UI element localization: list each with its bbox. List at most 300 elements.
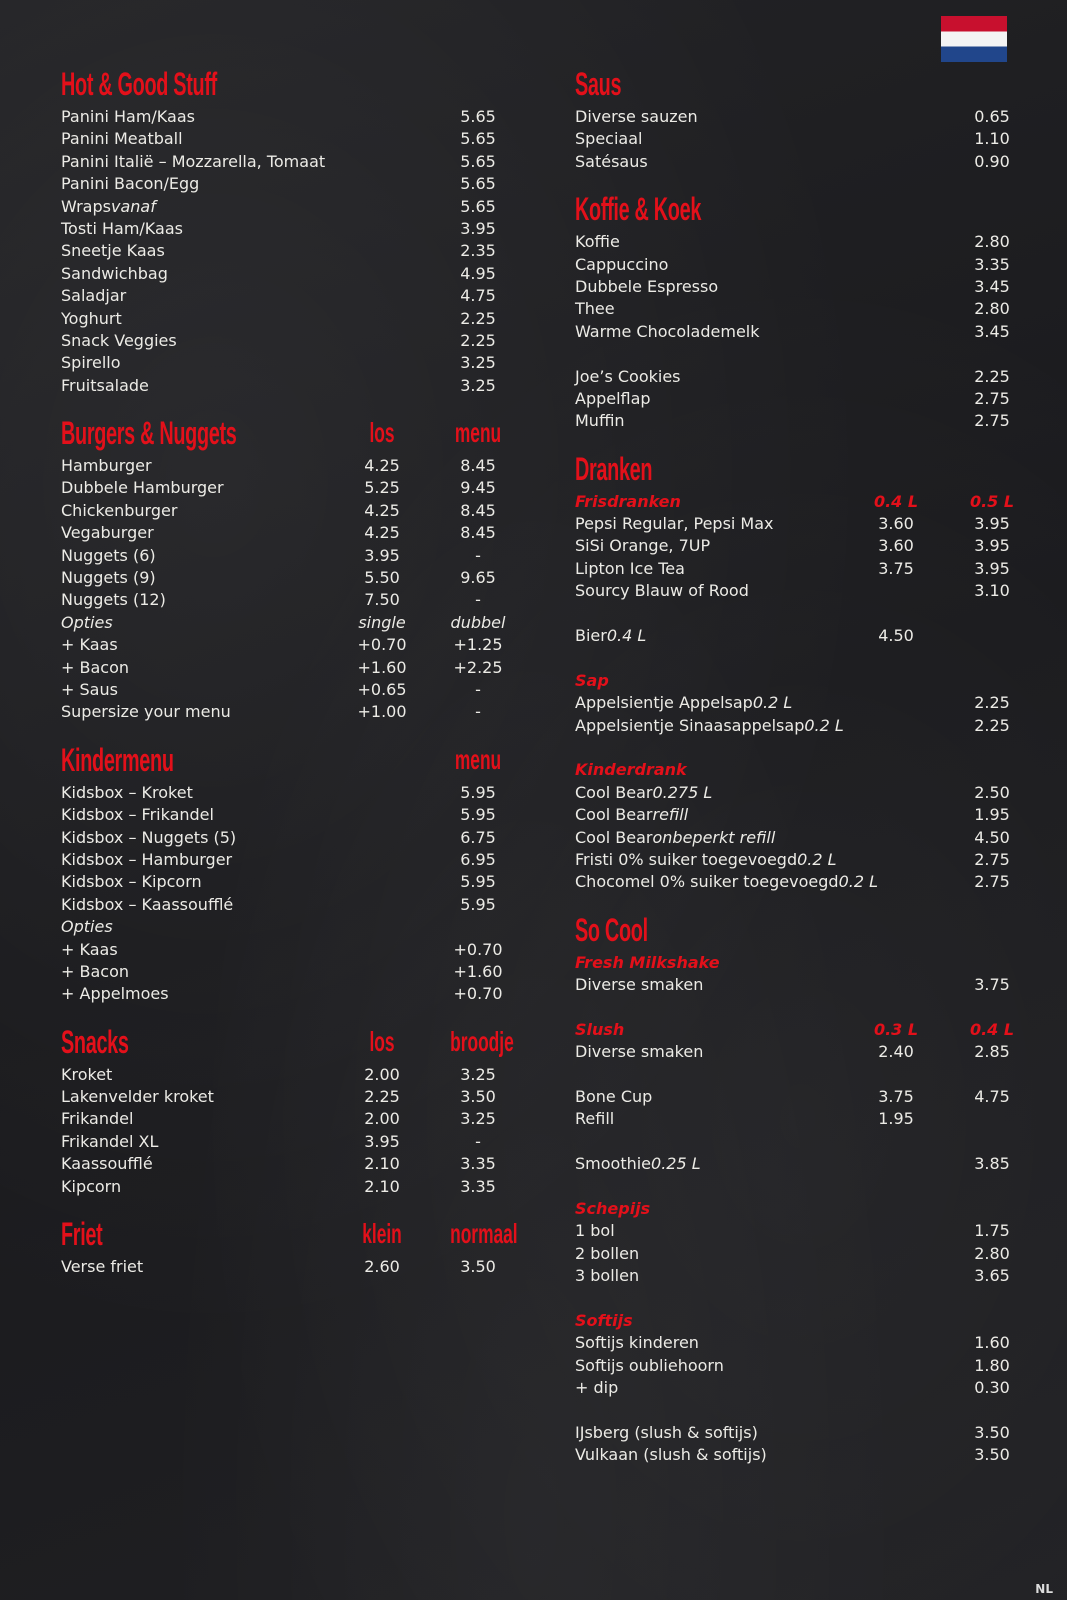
subheading: Fresh Milkshake bbox=[575, 952, 720, 972]
price-b: 6.75 bbox=[460, 827, 496, 847]
menu-item-row bbox=[61, 701, 501, 723]
section-title: Friet bbox=[61, 1216, 103, 1253]
price-b: 5.65 bbox=[460, 107, 496, 126]
item-name: Dubbele Espresso bbox=[575, 276, 719, 296]
price-b: 3.95 bbox=[974, 558, 1010, 578]
price-a: 2.40 bbox=[878, 1042, 914, 1062]
item-note: 0.4 L bbox=[606, 626, 647, 646]
menu-item-row bbox=[575, 1332, 1015, 1354]
subheading: Softijs bbox=[575, 1310, 633, 1330]
section-header bbox=[61, 411, 501, 455]
price-b: 0.4 L bbox=[969, 1019, 1015, 1039]
item-name: Kaassoufflé bbox=[61, 1154, 153, 1174]
menu-item-row bbox=[61, 849, 501, 871]
spacer bbox=[575, 1288, 1015, 1310]
menu-item-row bbox=[575, 388, 1015, 410]
menu-item-row bbox=[575, 321, 1015, 343]
item-name: Yoghurt bbox=[61, 308, 122, 328]
item-name: 1 bol bbox=[575, 1221, 615, 1241]
item-name: Fristi 0% suiker toegevoegd bbox=[575, 849, 798, 869]
menu-item-row bbox=[575, 1355, 1015, 1377]
price-b: - bbox=[475, 545, 481, 565]
price-a: 3.60 bbox=[878, 536, 914, 556]
item-name: Chickenburger bbox=[61, 500, 178, 520]
item-name: Nuggets (12) bbox=[61, 590, 166, 610]
subheading: Kinderdrank bbox=[575, 760, 687, 780]
section-header bbox=[575, 447, 1015, 491]
section-saus bbox=[575, 62, 1015, 173]
menu-item-row bbox=[575, 1243, 1015, 1265]
menu-item-row bbox=[575, 1265, 1015, 1287]
menu-item-row bbox=[61, 679, 501, 701]
price-a: 1.95 bbox=[878, 1109, 914, 1129]
price-b: 3.95 bbox=[460, 218, 496, 238]
price-b: 0.65 bbox=[974, 107, 1010, 126]
price-b: 2.25 bbox=[460, 330, 496, 350]
item-name: Thee bbox=[575, 299, 615, 319]
price-b: 2.85 bbox=[974, 1042, 1010, 1062]
menu-item-row bbox=[575, 1377, 1015, 1399]
column-header-b: menu bbox=[454, 417, 502, 449]
menu-item-row bbox=[575, 871, 1015, 893]
price-b: 3.50 bbox=[460, 1087, 496, 1107]
item-note: vanaf bbox=[110, 196, 156, 216]
price-a: 3.95 bbox=[364, 545, 400, 565]
spacer bbox=[575, 1064, 1015, 1086]
item-name: Cappuccino bbox=[575, 254, 669, 274]
price-a: +1.00 bbox=[357, 702, 407, 722]
item-name: Hamburger bbox=[61, 456, 152, 476]
item-name: + Bacon bbox=[61, 961, 129, 981]
item-name: Frikandel bbox=[61, 1109, 134, 1129]
item-name: Tosti Ham/Kaas bbox=[61, 218, 183, 238]
price-b: 3.35 bbox=[460, 1154, 496, 1174]
item-name: Pepsi Regular, Pepsi Max bbox=[575, 514, 774, 534]
item-name: Nuggets (6) bbox=[61, 545, 156, 565]
price-b: 3.10 bbox=[974, 581, 1010, 601]
item-name: Sneetje Kaas bbox=[61, 241, 165, 261]
item-note: Opties bbox=[61, 612, 113, 632]
price-a: single bbox=[358, 612, 406, 632]
spacer bbox=[575, 1131, 1015, 1153]
price-b: 3.25 bbox=[460, 353, 496, 373]
price-b: 1.80 bbox=[974, 1355, 1010, 1375]
spacer bbox=[575, 647, 1015, 669]
item-name: + dip bbox=[575, 1378, 619, 1398]
menu-item-row bbox=[61, 871, 501, 893]
price-b: 3.25 bbox=[460, 1109, 496, 1129]
menu-item-row bbox=[575, 558, 1015, 580]
section-snacks bbox=[61, 1020, 514, 1198]
price-b: 5.65 bbox=[460, 129, 496, 149]
menu-item-row bbox=[575, 1086, 1015, 1108]
price-b: 5.95 bbox=[460, 805, 496, 825]
menu-item-row bbox=[61, 782, 501, 804]
menu-item-row bbox=[61, 477, 501, 499]
menu-item-row bbox=[575, 625, 1015, 647]
item-name: Kroket bbox=[61, 1064, 113, 1084]
menu-item-row bbox=[575, 366, 1015, 388]
item-name: Bone Cup bbox=[575, 1087, 653, 1107]
subheading-row bbox=[575, 670, 1015, 692]
price-b: 5.95 bbox=[460, 894, 496, 914]
column-header-a: los bbox=[369, 417, 395, 449]
price-b: 5.95 bbox=[460, 782, 496, 802]
price-b: 3.45 bbox=[974, 321, 1010, 341]
price-a: 2.25 bbox=[364, 1087, 400, 1107]
menu-item-row bbox=[575, 128, 1015, 150]
item-name: Dubbele Hamburger bbox=[61, 478, 224, 498]
item-name: Spirello bbox=[61, 353, 121, 373]
price-b: 0.90 bbox=[974, 151, 1010, 171]
menu-item-row bbox=[61, 240, 501, 262]
price-b: 9.45 bbox=[460, 478, 496, 498]
section-title: Snacks bbox=[61, 1023, 129, 1060]
section-title: Burgers & Nuggets bbox=[61, 415, 237, 452]
price-b: 2.75 bbox=[974, 872, 1010, 892]
price-a: 3.95 bbox=[364, 1131, 400, 1151]
menu-item-row bbox=[61, 263, 501, 285]
spacer bbox=[575, 343, 1015, 365]
section-header bbox=[61, 738, 501, 782]
menu-item-row bbox=[575, 106, 1015, 128]
menu-item-row bbox=[61, 455, 501, 477]
price-a: 4.25 bbox=[364, 523, 400, 543]
price-b: 1.75 bbox=[974, 1221, 1010, 1241]
item-name: Cool Bear bbox=[575, 805, 653, 825]
item-name: Panini Meatball bbox=[61, 129, 183, 149]
subheading-row bbox=[575, 759, 1015, 781]
item-name: Wraps bbox=[61, 196, 111, 216]
item-name: Diverse smaken bbox=[575, 1042, 704, 1062]
menu-item-row bbox=[61, 589, 501, 611]
price-b: 2.80 bbox=[974, 232, 1010, 252]
item-name: Panini Ham/Kaas bbox=[61, 107, 195, 126]
item-note: 0.2 L bbox=[838, 872, 879, 892]
item-name: Softijs kinderen bbox=[575, 1333, 699, 1353]
price-b: 5.65 bbox=[460, 151, 496, 171]
item-name: Supersize your menu bbox=[61, 702, 231, 722]
item-name: Diverse sauzen bbox=[575, 107, 698, 126]
price-b: 3.95 bbox=[974, 514, 1010, 534]
price-b: 2.35 bbox=[460, 241, 496, 261]
menu-item-row bbox=[61, 612, 506, 634]
spacer bbox=[575, 737, 1015, 759]
price-a: 3.60 bbox=[878, 514, 914, 534]
price-b: 1.60 bbox=[974, 1333, 1010, 1353]
menu-item-row bbox=[575, 1153, 1015, 1175]
price-a: 3.75 bbox=[878, 558, 914, 578]
subheading: Slush bbox=[575, 1019, 625, 1039]
menu-item-row bbox=[575, 849, 1015, 871]
price-b: 8.45 bbox=[460, 523, 496, 543]
subheading-row bbox=[575, 1310, 1015, 1332]
menu-item-row bbox=[575, 692, 1015, 714]
menu-item-row bbox=[61, 567, 501, 589]
item-name: Snack Veggies bbox=[61, 330, 177, 350]
menu-item-row bbox=[61, 1153, 501, 1175]
section-title: Hot & Good Stuff bbox=[61, 66, 217, 102]
item-name: Speciaal bbox=[575, 129, 643, 149]
item-name: Vulkaan (slush & softijs) bbox=[575, 1445, 767, 1465]
language-label: NL bbox=[1035, 1582, 1053, 1596]
subheading: Sap bbox=[575, 670, 609, 690]
price-b: 3.75 bbox=[974, 975, 1010, 995]
price-b: 3.25 bbox=[460, 375, 496, 395]
price-b: 3.50 bbox=[460, 1257, 496, 1277]
menu-item-row bbox=[575, 513, 1015, 535]
price-a: 4.25 bbox=[364, 456, 400, 476]
menu-item-row bbox=[575, 151, 1015, 173]
price-a: 4.25 bbox=[364, 500, 400, 520]
item-name: 2 bollen bbox=[575, 1243, 640, 1263]
price-b: +0.70 bbox=[453, 984, 503, 1004]
price-b: 4.75 bbox=[974, 1087, 1010, 1107]
price-a: 2.10 bbox=[364, 1176, 400, 1196]
price-b: 2.80 bbox=[974, 1243, 1010, 1263]
item-name: Koffie bbox=[575, 232, 620, 252]
item-name: Kidsbox – Kipcorn bbox=[61, 872, 202, 892]
price-a: +1.60 bbox=[357, 657, 407, 677]
price-b: 3.25 bbox=[460, 1064, 496, 1084]
item-name: + Kaas bbox=[61, 635, 118, 655]
subheading-row bbox=[575, 491, 1015, 513]
price-b: 4.50 bbox=[974, 827, 1010, 847]
price-b: 4.95 bbox=[460, 263, 496, 283]
item-name: Joe’s Cookies bbox=[575, 366, 681, 386]
price-b: 5.65 bbox=[460, 196, 496, 216]
menu-item-row bbox=[61, 983, 501, 1005]
item-name: Softijs oubliehoorn bbox=[575, 1355, 724, 1375]
item-name: Cool Bear bbox=[575, 782, 653, 802]
price-a: 5.50 bbox=[364, 568, 400, 588]
section-title: Kindermenu bbox=[61, 741, 174, 778]
price-a: 2.10 bbox=[364, 1154, 400, 1174]
price-b: - bbox=[475, 679, 481, 699]
price-b: 3.35 bbox=[460, 1176, 496, 1196]
item-name: Kidsbox – Nuggets (5) bbox=[61, 827, 237, 847]
item-name: Kidsbox – Kroket bbox=[61, 782, 193, 802]
menu-item-row bbox=[61, 308, 501, 330]
menu-item-row bbox=[61, 106, 501, 128]
item-name: 3 bollen bbox=[575, 1266, 640, 1286]
item-name: Appelflap bbox=[575, 388, 651, 408]
section-header bbox=[61, 1020, 514, 1064]
menu-item-row bbox=[61, 151, 501, 173]
menu-item-row bbox=[575, 1444, 1015, 1466]
item-name: Refill bbox=[575, 1109, 615, 1129]
section-header bbox=[575, 908, 1015, 952]
menu-item-row bbox=[575, 1041, 1015, 1063]
spacer bbox=[575, 997, 1015, 1019]
price-a: 5.25 bbox=[364, 478, 400, 498]
item-name: Panini Bacon/Egg bbox=[61, 174, 200, 194]
menu-item-row bbox=[575, 580, 1015, 602]
section-title: Koffie & Koek bbox=[575, 191, 702, 228]
item-name: Saladjar bbox=[61, 286, 127, 306]
menu-item-row bbox=[575, 804, 1015, 826]
menu-item-row bbox=[575, 276, 1015, 298]
subheading-row bbox=[575, 1019, 1015, 1041]
section-header bbox=[61, 1212, 518, 1256]
price-b: 1.95 bbox=[974, 805, 1010, 825]
price-a: +0.70 bbox=[357, 635, 407, 655]
item-name: Kidsbox – Kaassoufflé bbox=[61, 894, 234, 914]
item-name: Sandwichbag bbox=[61, 263, 168, 283]
item-name: Sourcy Blauw of Rood bbox=[575, 581, 749, 601]
price-a: 7.50 bbox=[364, 590, 400, 610]
item-note: 0.2 L bbox=[752, 693, 793, 713]
section-header bbox=[61, 62, 501, 106]
column-header-b: normaal bbox=[450, 1218, 518, 1250]
price-b: 5.65 bbox=[460, 174, 496, 194]
price-b: - bbox=[475, 590, 481, 610]
item-name: Lakenvelder kroket bbox=[61, 1087, 214, 1107]
price-a: +0.65 bbox=[357, 679, 407, 699]
menu-item-row bbox=[575, 535, 1015, 557]
price-b: 0.5 L bbox=[969, 491, 1015, 511]
menu-item-row bbox=[61, 1108, 501, 1130]
item-note: 0.2 L bbox=[804, 715, 844, 735]
spacer bbox=[575, 603, 1015, 625]
subheading-row bbox=[575, 1198, 1015, 1220]
price-b: 5.95 bbox=[460, 872, 496, 892]
item-name: + Bacon bbox=[61, 657, 129, 677]
column-header-a: los bbox=[369, 1025, 395, 1057]
item-name: IJsberg (slush & softijs) bbox=[575, 1422, 758, 1442]
price-b: - bbox=[475, 1131, 481, 1151]
menu-item-row bbox=[575, 298, 1015, 320]
section-hot-good-stuff bbox=[61, 62, 501, 397]
price-b: 2.25 bbox=[974, 366, 1010, 386]
item-name: Muffin bbox=[575, 411, 625, 431]
price-b: +2.25 bbox=[453, 657, 503, 677]
menu-item-row bbox=[61, 545, 501, 567]
menu-item-row bbox=[575, 715, 1015, 737]
price-b: 2.75 bbox=[974, 388, 1010, 408]
item-name: Appelsientje Sinaasappelsap bbox=[575, 715, 805, 735]
menu-column-right bbox=[575, 62, 1015, 1481]
menu-item-row bbox=[61, 285, 501, 307]
price-a: 3.75 bbox=[878, 1087, 914, 1107]
section-so-cool bbox=[575, 908, 1015, 1467]
item-name: Smoothie bbox=[575, 1154, 652, 1174]
price-b: 9.65 bbox=[460, 568, 496, 588]
menu-item-row bbox=[61, 657, 501, 679]
menu-item-row bbox=[61, 330, 501, 352]
item-name: + Saus bbox=[61, 679, 118, 699]
menu-item-row bbox=[61, 961, 501, 983]
menu-item-row bbox=[575, 1422, 1015, 1444]
price-b: 3.35 bbox=[974, 254, 1010, 274]
price-b: 0.30 bbox=[974, 1378, 1010, 1398]
item-name: Diverse smaken bbox=[575, 975, 704, 995]
section-burgers-nuggets bbox=[61, 411, 506, 724]
price-b: 8.45 bbox=[460, 500, 496, 520]
item-note: refill bbox=[652, 805, 689, 825]
item-name: SiSi Orange, 7UP bbox=[575, 536, 711, 556]
column-header-b: menu bbox=[454, 743, 502, 775]
price-a: 2.00 bbox=[364, 1064, 400, 1084]
menu-item-row bbox=[61, 128, 501, 150]
column-header-a: klein bbox=[362, 1218, 402, 1250]
price-b: 2.50 bbox=[974, 782, 1010, 802]
item-note: 0.25 L bbox=[651, 1154, 701, 1174]
price-b: 3.85 bbox=[974, 1154, 1010, 1174]
menu-item-row bbox=[575, 782, 1015, 804]
section-friet bbox=[61, 1212, 518, 1278]
item-note: Opties bbox=[61, 917, 113, 937]
subheading-row bbox=[575, 952, 1015, 974]
price-a: 0.4 L bbox=[873, 491, 919, 511]
item-name: Appelsientje Appelsap bbox=[575, 693, 753, 713]
price-b: 3.50 bbox=[974, 1445, 1010, 1465]
price-b: 2.25 bbox=[460, 308, 496, 328]
price-b: 2.80 bbox=[974, 299, 1010, 319]
menu-item-row bbox=[61, 916, 501, 938]
price-b: +1.60 bbox=[453, 961, 503, 981]
menu-item-row bbox=[61, 522, 501, 544]
item-name: Lipton Ice Tea bbox=[575, 558, 685, 578]
price-b: +0.70 bbox=[453, 939, 503, 959]
price-a: 4.50 bbox=[878, 626, 914, 646]
menu-item-row bbox=[61, 1176, 501, 1198]
menu-item-row bbox=[575, 231, 1015, 253]
price-b: 2.25 bbox=[974, 693, 1010, 713]
menu-item-row bbox=[61, 1131, 501, 1153]
item-note: onbeperkt refill bbox=[652, 827, 776, 847]
item-name: + Kaas bbox=[61, 939, 118, 959]
section-dranken bbox=[575, 447, 1015, 894]
section-header bbox=[575, 62, 1015, 106]
price-b: 4.75 bbox=[460, 286, 496, 306]
subheading: Frisdranken bbox=[575, 491, 681, 511]
menu-item-row bbox=[61, 894, 501, 916]
price-a: 0.3 L bbox=[873, 1019, 919, 1039]
menu-item-row bbox=[61, 939, 501, 961]
netherlands-flag-icon bbox=[941, 16, 1007, 62]
item-name: Bier bbox=[575, 626, 607, 646]
menu-item-row bbox=[61, 1256, 501, 1278]
item-note: 0.2 L bbox=[797, 849, 837, 869]
section-title: Dranken bbox=[575, 450, 653, 487]
item-name: Kidsbox – Hamburger bbox=[61, 849, 233, 869]
price-b: 8.45 bbox=[460, 456, 496, 476]
price-a: 2.00 bbox=[364, 1109, 400, 1129]
item-name: Frikandel XL bbox=[61, 1131, 159, 1151]
item-name: Fruitsalade bbox=[61, 375, 149, 395]
price-b: 6.95 bbox=[460, 849, 496, 869]
price-b: 2.25 bbox=[974, 715, 1010, 735]
spacer bbox=[575, 1176, 1015, 1198]
price-b: 3.45 bbox=[974, 276, 1010, 296]
item-name: Nuggets (9) bbox=[61, 568, 156, 588]
price-b: 3.95 bbox=[974, 536, 1010, 556]
item-name: + Appelmoes bbox=[61, 984, 169, 1004]
section-title: So Cool bbox=[575, 911, 648, 948]
price-a: 2.60 bbox=[364, 1257, 400, 1277]
section-header bbox=[575, 187, 1015, 231]
menu-item-row bbox=[61, 1064, 501, 1086]
item-name: Satésaus bbox=[575, 151, 648, 171]
price-b: 2.75 bbox=[974, 411, 1010, 431]
price-b: 3.65 bbox=[974, 1266, 1010, 1286]
menu-column-left bbox=[61, 62, 518, 1292]
menu-item-row bbox=[61, 196, 501, 218]
menu-item-row bbox=[575, 827, 1015, 849]
item-name: Kipcorn bbox=[61, 1176, 122, 1196]
section-koffie-koek bbox=[575, 187, 1015, 433]
